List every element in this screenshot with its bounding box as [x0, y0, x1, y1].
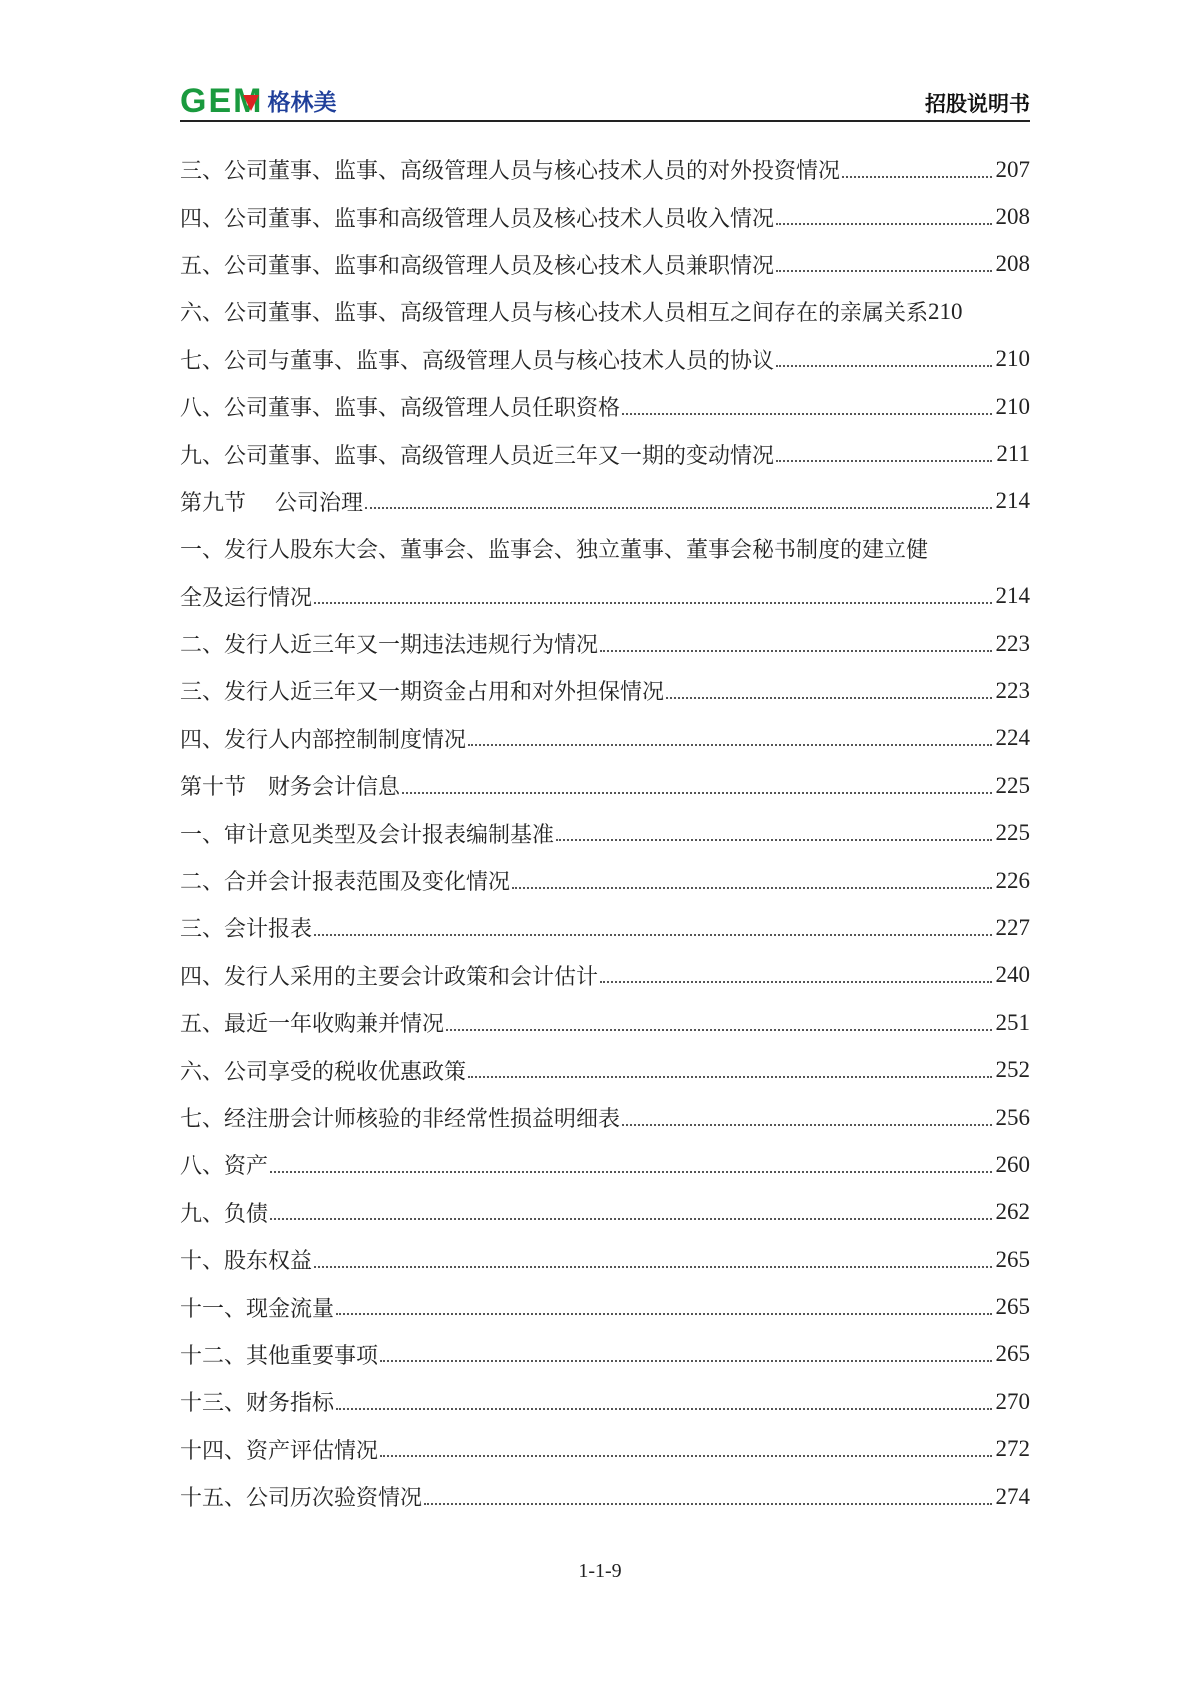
toc-leader-dots	[365, 507, 992, 509]
toc-entry[interactable]	[180, 620, 1030, 667]
toc-entry-title: 十二、其他重要事项	[180, 1343, 379, 1369]
toc-entry[interactable]	[180, 288, 1030, 335]
toc-entry-page: 225	[995, 772, 1030, 798]
toc-entry-title: 全及运行情况	[180, 585, 313, 611]
toc-entry-page: 223	[995, 677, 1030, 703]
toc-leader-dots	[314, 934, 991, 936]
toc-entry-page: 211	[996, 441, 1030, 467]
toc-entry-title: 四、发行人内部控制制度情况	[180, 727, 467, 753]
toc-entry[interactable]	[180, 809, 1030, 856]
toc-leader-dots	[776, 365, 991, 367]
toc-entry-page: 260	[995, 1151, 1030, 1177]
toc-entry-page: 265	[995, 1341, 1030, 1367]
toc-entry-title: 第九节 公司治理	[180, 490, 363, 516]
toc-entry-title: 八、公司董事、监事、高级管理人员任职资格	[180, 396, 621, 422]
toc-entry[interactable]	[180, 1331, 1030, 1378]
toc-entry-title: 十三、财务指标	[180, 1391, 335, 1417]
toc-entry-title: 八、资产	[180, 1154, 269, 1180]
toc-entry[interactable]	[180, 1189, 1030, 1236]
page-header	[180, 82, 1030, 122]
logo-triangle-icon	[243, 95, 259, 111]
toc-entry-title: 三、发行人近三年又一期资金占用和对外担保情况	[180, 680, 665, 706]
toc-entry[interactable]	[180, 573, 1030, 620]
toc-entry[interactable]	[180, 193, 1030, 240]
toc-entry[interactable]	[180, 1046, 1030, 1093]
toc-leader-dots	[622, 1124, 991, 1126]
toc-entry-page: 207	[995, 156, 1030, 182]
logo-chinese-name: 格林美	[267, 90, 337, 116]
toc-entry[interactable]	[180, 1426, 1030, 1473]
toc-entry-title: 一、审计意见类型及会计报表编制基准	[180, 822, 555, 848]
toc-entry-title: 九、负债	[180, 1201, 269, 1227]
toc-leader-dots	[270, 1171, 991, 1173]
toc-entry[interactable]	[180, 857, 1030, 904]
toc-leader-dots	[776, 270, 991, 272]
toc-entry-page: 226	[995, 867, 1030, 893]
company-logo	[180, 81, 337, 120]
toc-leader-dots	[622, 413, 991, 415]
toc-entry[interactable]	[180, 241, 1030, 288]
toc-entry-page: 251	[995, 1009, 1030, 1035]
toc-entry-page: 272	[995, 1436, 1030, 1462]
toc-entry-page: 252	[995, 1057, 1030, 1083]
toc-entry-page: 214	[995, 488, 1030, 514]
toc-entry-title: 一、发行人股东大会、董事会、监事会、独立董事、董事会秘书制度的建立健	[180, 538, 929, 564]
toc-entry[interactable]	[180, 430, 1030, 477]
toc-entry[interactable]	[180, 146, 1030, 193]
toc-entry[interactable]	[180, 1094, 1030, 1141]
toc-leader-dots	[380, 1360, 991, 1362]
toc-entry-title: 二、合并会计报表范围及变化情况	[180, 870, 511, 896]
toc-entry-title: 四、公司董事、监事和高级管理人员及核心技术人员收入情况	[180, 206, 775, 232]
toc-leader-dots	[380, 1455, 991, 1457]
toc-entry-page: 265	[995, 1246, 1030, 1272]
toc-leader-dots	[468, 744, 991, 746]
toc-entry[interactable]	[180, 762, 1030, 809]
toc-entry-title: 三、会计报表	[180, 917, 313, 943]
toc-leader-dots	[842, 176, 991, 178]
toc-entry[interactable]	[180, 667, 1030, 714]
toc-entry-page: 214	[995, 583, 1030, 609]
toc-entry[interactable]	[180, 478, 1030, 525]
toc-leader-dots	[776, 460, 992, 462]
toc-leader-dots	[424, 1503, 991, 1505]
toc-entry-title: 二、发行人近三年又一期违法违规行为情况	[180, 633, 599, 659]
toc-entry[interactable]	[180, 1236, 1030, 1283]
document-title: 招股说明书	[925, 92, 1030, 116]
toc-entry-page: 223	[995, 630, 1030, 656]
toc-entry-page: 270	[995, 1388, 1030, 1414]
toc-leader-dots	[314, 1266, 991, 1268]
toc-entry-title: 五、最近一年收购兼并情况	[180, 1012, 445, 1038]
toc-entry-title: 九、公司董事、监事、高级管理人员近三年又一期的变动情况	[180, 443, 775, 469]
toc-leader-dots	[336, 1313, 991, 1315]
toc-entry-page: 208	[995, 204, 1030, 230]
toc-leader-dots	[512, 887, 991, 889]
toc-leader-dots	[556, 839, 991, 841]
toc-leader-dots	[666, 697, 991, 699]
toc-entry[interactable]	[180, 952, 1030, 999]
toc-entry-title: 三、公司董事、监事、高级管理人员与核心技术人员的对外投资情况	[180, 159, 841, 185]
toc-entry[interactable]	[180, 1283, 1030, 1330]
toc-leader-dots	[776, 223, 991, 225]
toc-entry-page: 208	[995, 251, 1030, 277]
toc-entry-page: 224	[995, 725, 1030, 751]
toc-entry-page: 262	[995, 1199, 1030, 1225]
toc-entry-title: 十五、公司历次验资情况	[180, 1486, 423, 1512]
toc-leader-dots	[336, 1408, 991, 1410]
toc-leader-dots	[446, 1029, 991, 1031]
toc-leader-dots	[468, 1076, 991, 1078]
toc-entry-title: 第十节 财务会计信息	[180, 775, 401, 801]
toc-entry-title: 七、公司与董事、监事、高级管理人员与核心技术人员的协议	[180, 348, 775, 374]
toc-leader-dots	[402, 792, 991, 794]
toc-leader-dots	[270, 1218, 991, 1220]
toc-entry[interactable]	[180, 336, 1030, 383]
page-number: 1-1-9	[578, 1560, 622, 1582]
toc-entry[interactable]	[180, 525, 1030, 572]
toc-entry-page: 227	[995, 914, 1030, 940]
toc-entry-title: 六、公司享受的税收优惠政策	[180, 1059, 467, 1085]
toc-entry[interactable]	[180, 1473, 1030, 1520]
toc-entry-title: 四、发行人采用的主要会计政策和会计估计	[180, 964, 599, 990]
toc-entry-title: 七、经注册会计师核验的非经常性损益明细表	[180, 1107, 621, 1132]
toc-leader-dots	[600, 981, 991, 983]
toc-entry-page: 265	[995, 1294, 1030, 1320]
toc-entry-page: 210	[928, 298, 963, 324]
toc-entry[interactable]	[180, 999, 1030, 1046]
toc-entry-title: 六、公司董事、监事、高级管理人员与核心技术人员相互之间存在的亲属关系	[180, 301, 929, 327]
toc-entry-title: 十四、资产评估情况	[180, 1438, 379, 1464]
toc-entry-page: 240	[995, 962, 1030, 988]
toc-leader-dots	[314, 602, 991, 604]
toc-entry[interactable]	[180, 715, 1030, 762]
toc-entry[interactable]	[180, 904, 1030, 951]
logo-gem-text: GEM	[180, 81, 264, 120]
table-of-contents	[180, 146, 1030, 1520]
toc-leader-dots	[600, 650, 991, 652]
toc-entry[interactable]	[180, 383, 1030, 430]
toc-entry[interactable]	[180, 1378, 1030, 1425]
toc-entry-page: 256	[995, 1104, 1030, 1130]
toc-entry-title: 五、公司董事、监事和高级管理人员及核心技术人员兼职情况	[180, 253, 775, 279]
toc-entry[interactable]	[180, 1141, 1030, 1188]
toc-entry-title: 十一、现金流量	[180, 1296, 335, 1322]
toc-entry-page: 274	[995, 1483, 1030, 1509]
toc-entry-title: 十、股东权益	[180, 1249, 313, 1275]
toc-entry-page: 210	[995, 346, 1030, 372]
toc-entry-page: 210	[995, 393, 1030, 419]
toc-entry-page: 225	[995, 820, 1030, 846]
